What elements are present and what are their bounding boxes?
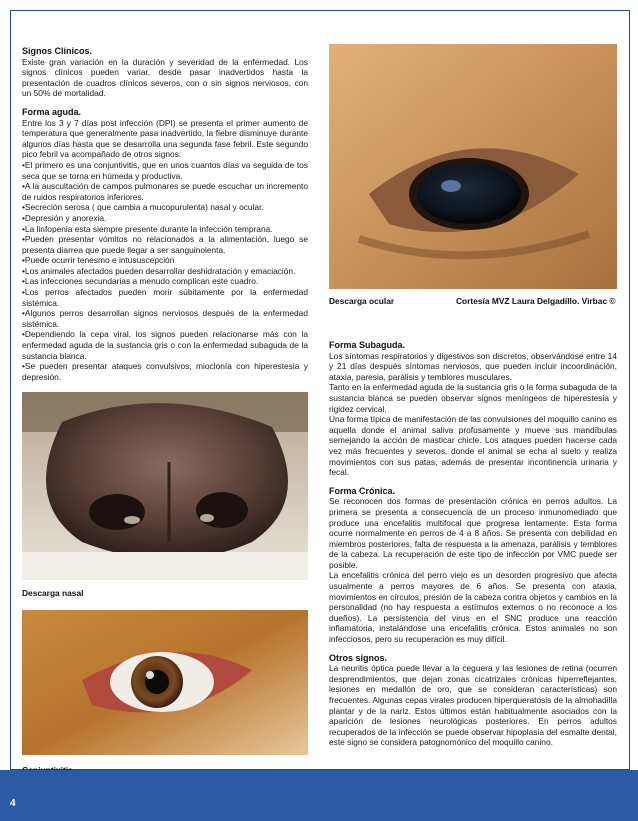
bullet-item: •Algunos perros desarrollan signos nerviosos después de la enfermedad sistémica. [22, 308, 308, 329]
ocular-discharge-photo [329, 44, 617, 289]
bullet-item: •Secreción serosa ( que cambia a mucopurulenta) nasal y ocular. [22, 202, 264, 213]
sub-bullet-item: •Dependiendo la cepa viral, los signos pueden relacionarse más con la enfermedad aguda de la sustancia gris o con la enfermedad subaguda de la sustancia blanca. [22, 329, 308, 361]
conjunctivitis-photo [22, 610, 308, 755]
signos-heading: Signos Clínicos. [22, 46, 93, 56]
bullet-item: •Los perros afectados pueden morir súbitamente por la enfermedad sistémica. [22, 287, 308, 308]
bullet-item: •Las infecciones secundarias a menudo complican este cuadro. [22, 276, 259, 287]
aguda-paragraph: Entre los 3 y 7 días post infección (DPI) se presenta el primer aumento de temperatura que generalmente pasa inadvertido, la fiebre disminuye durante algunos días hasta que se desarrolla una segunda fase febril. Este segundo pico febril va acompañado de otros signos: [22, 117, 308, 160]
right-text-column [329, 340, 617, 748]
cronica-paragraph: La encefalitis crónica del perro viejo es un desorden progresivo que afecta usualmente a perros mayores de 6 años. Se presenta con ataxia, movimientos en círculos, presión de la cabeza contra objetos y cambios en la personalidad (no hay respuesta a estímulos externos o no reconoce a los dueños). La persistencia del virus en el SNC produce una reacción inflamatoria, instalándose una encefalitis crónica. Estos animales no son infecciosos, pero su recuperación es muy difícil. [329, 570, 617, 645]
aguda-heading: Forma aguda. [22, 106, 82, 117]
bullet-item: •A la auscultación de campos pulmonares se puede escuchar un incremento de ruidos respiratorios inferiores. [22, 181, 308, 202]
otros-heading: Otros signos. [329, 652, 388, 663]
bullet-item: •Los animales afectados pueden desarrollar deshidratación y emaciación. [22, 265, 296, 276]
caption-nasal: Descarga nasal [22, 588, 84, 598]
signos-paragraph: Existe gran variación en la duración y severidad de la enfermedad. Los signos clínicos pueden variar, desde pasar inadvertidos hasta la presentación de cuadros clínicos severos, con o sin signos nerviosos, con un 50% de mortalidad. [22, 56, 308, 99]
caption-ocular: Descarga ocular [329, 296, 395, 306]
bullet-item: •La linfopenia esta siempre presente durante la infección temprana. [22, 223, 273, 234]
sub-bullet-item: •Se pueden presentar ataques convulsivos, mioclonía con hiperestesia y depresión. [22, 361, 308, 382]
bullet-item: •El primero es una conjuntivitis, que en unos cuantos días va seguida de tos seca que se torna en húmeda y productiva. [22, 159, 308, 181]
otros-paragraph: La neuritis óptica puede llevar a la ceguera y las lesiones de retina (ocurren desprendimientos, que dejan zonas cicatrizales crónicas hiperreflejantes, lesiones en medallón de oro, que se consideran características) son frecuentes. Algunas cepas virales producen hiperqueratosis de la almohadilla plantar y de la nariz. Estos últimos están habitualmente asociados con la aparición de lesiones neurológicas posteriores. En perros adultos recuperados de la infección se puede observar hipoplasia del esmalte dental, este signo se considera patognomónico del moquillo canino. [329, 663, 617, 748]
subaguda-paragraph: Una forma típica de manifestación de las convulsiones del moquillo canino es aquella donde el animal saliva profusamente y mueve sus mandíbulas semejando la acción de masticar chicle. Los ataques pueden hacerse cada vez más frecuentes y severos, donde el animal se echa al suelo y realiza movimientos con sus patas, además de presentar incontinencia urinaria y fecal. [329, 414, 617, 478]
cronica-heading: Forma Crónica. [329, 485, 396, 496]
left-text-column [22, 46, 308, 382]
bullet-item: •Pueden presentar vómitos no relacionados a la alimentación, luego se presenta diarrea que puede llegar a ser sanguinolenta. [22, 234, 308, 255]
photo-credit: Cortesía MVZ Laura Delgadillo. Virbac © [456, 296, 616, 306]
subaguda-heading: Forma Subaguda. [329, 340, 406, 350]
bullet-item: •Puede ocurrir tenesmo e intususcepción [22, 255, 175, 266]
page-number: 4 [10, 798, 16, 809]
cronica-paragraph: Se reconocen dos formas de presentación crónica en perros adultos. La primera se presenta a consecuencia de un proceso inmunomediado que produce una encefalitis multifocal que progresa lentamente. Esta forma ocurre normalmente en perros de 4 a 8 años. Se presenta con debilidad en miembros posteriores, falta de respuesta a la amenaza, parálisis y temblores de la cabeza. La recuperación de este tipo de infección por VMC puede ser posible. [329, 496, 617, 570]
subaguda-paragraph: Tanto en la enfermedad aguda de la sustancia gris o la forma subaguda de la sustancia blanca se pueden observar signos meníngeos de hiperestesia y rigidez cervical. [329, 382, 617, 414]
nose-photo [22, 392, 308, 580]
bullet-item: •Depresión y anorexia. [22, 212, 107, 223]
subaguda-paragraph: Los síntomas respiratorios y digestivos son discretos, observándose entre 14 y 21 días después síntomas nerviosos, que pueden incluir incoordinación, ataxia, paresia, parálisis y temblores musculares. [329, 350, 617, 382]
footer-bar [0, 770, 638, 821]
